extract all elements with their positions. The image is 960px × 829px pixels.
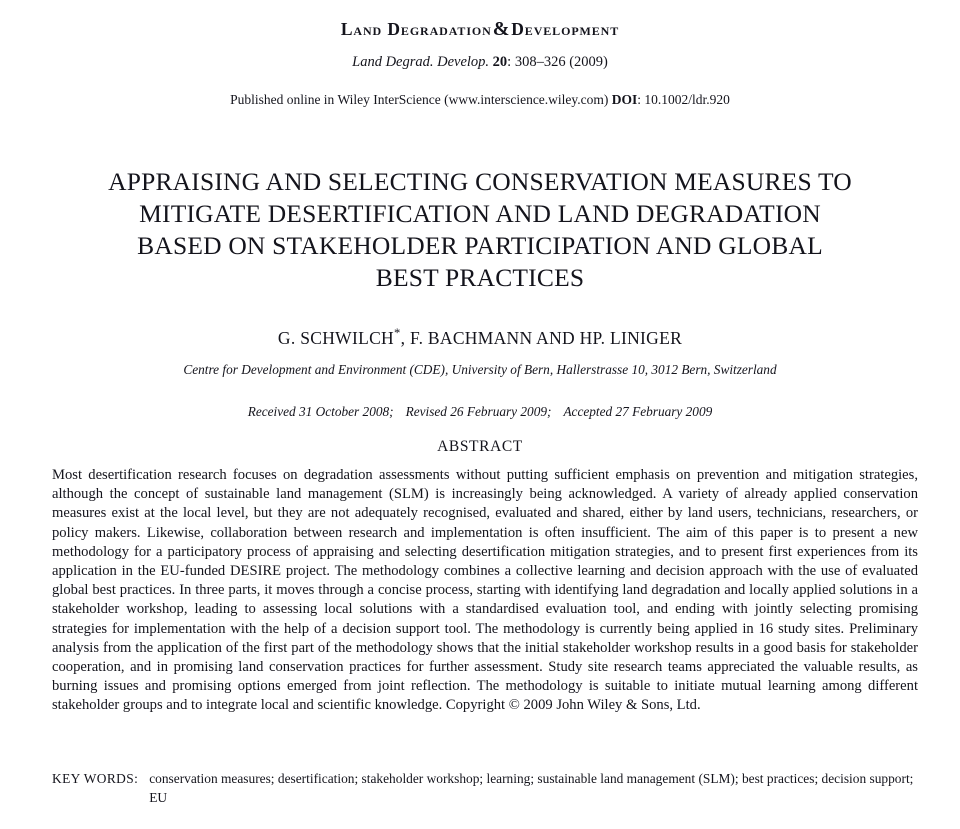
page-title [0, 166, 960, 295]
abstract-text: Most desertification research focuses on degradation assessments without putting sufficient emphasis on prevention and mitigation strategies, although the concept of sustainable land management (SLM) is increasingly being acknowledged. A variety of already applied conservation measures exist at the local level, but they are not adequately recognised, evaluated and shared, either by land users, technicians, researchers, or policy makers. Likewise, collaboration between research and implementation is often insufficient. The aim of this paper is to present a new methodology for a participatory process of appraising and selecting desertification mitigation strategies, and to present first experiences from its application in the EU-funded DESIRE project. The methodology combines a collective learning and decision approach with the use of evaluated global best practices. In three parts, it moves through a concise process, starting with identifying land degradation and locally applied solutions in a stakeholder workshop, leading to assessing local solutions with a standardised evaluation tool, and ending with jointly selecting promising strategies for implementation with the help of a decision support tool. The methodology is currently being applied in 16 study sites. Preliminary analysis from the application of the first part of the methodology shows that the initial stakeholder workshop results in a good basis for stakeholder cooperation, and in promising land conservation practices for further assessment. Study site research teams appreciated the valuable results, as burning issues and promising options emerged from joint reflection. The methodology is suitable to initiate mutual learning among different stakeholder groups and to integrate local and scientific knowledge. [52, 467, 918, 714]
journal-name-part2: Development [511, 19, 620, 39]
manuscript-history [0, 403, 960, 420]
authors-block [0, 327, 960, 420]
journal-masthead [0, 0, 960, 109]
ampersand-glyph: & [492, 18, 511, 40]
copyright-notice: Copyright © 2009 John Wiley & Sons, Ltd. [445, 697, 701, 714]
corresponding-author-marker: * [393, 326, 401, 341]
author-name-primary: G. SCHWILCH [277, 328, 394, 348]
citation-volume: 20 [492, 54, 508, 70]
author-names-remaining: , F. BACHMANN AND HP. LINIGER [400, 328, 683, 348]
journal-name-part1: Land Degradation [340, 19, 492, 39]
citation-journal-abbrev: Land Degrad. Develop. [352, 54, 490, 70]
keywords-list: conservation measures; desertification; stakeholder workshop; learning; sustainable land management (SLM); best practices; decision support; EU [149, 771, 914, 805]
revised-date: Revised 26 February 2009; [405, 404, 552, 420]
doi-label: DOI [611, 92, 638, 108]
author-affiliation: Centre for Development and Environment (CDE), University of Bern, Hallerstrasse 10, 3012 Bern, Switzerland [183, 361, 777, 377]
published-online-text: Published online in Wiley InterScience (www.interscience.wiley.com) [230, 92, 612, 108]
abstract-body [52, 466, 918, 716]
accepted-date: Accepted 27 February 2009 [563, 404, 713, 420]
author-list [0, 327, 960, 350]
citation-pages: : 308–326 (2009) [507, 54, 608, 70]
title-line-4: BEST PRACTICES [375, 263, 585, 293]
title-line-1: APPRAISING AND SELECTING CONSERVATION MEASURES TO [108, 167, 852, 196]
received-date: Received 31 October 2008; [247, 404, 394, 420]
title-line-3: BASED ON STAKEHOLDER PARTICIPATION AND GLOBAL [137, 231, 823, 261]
keywords-label: KEY WORDS: [52, 771, 139, 786]
abstract-heading: ABSTRACT [437, 438, 523, 455]
doi-value[interactable]: : 10.1002/ldr.920 [637, 92, 730, 108]
journal-name [0, 17, 960, 41]
keywords-section [52, 770, 930, 807]
published-online-line [0, 92, 960, 109]
journal-citation [0, 53, 960, 71]
title-line-2: MITIGATE DESERTIFICATION AND LAND DEGRADATION [139, 199, 821, 229]
